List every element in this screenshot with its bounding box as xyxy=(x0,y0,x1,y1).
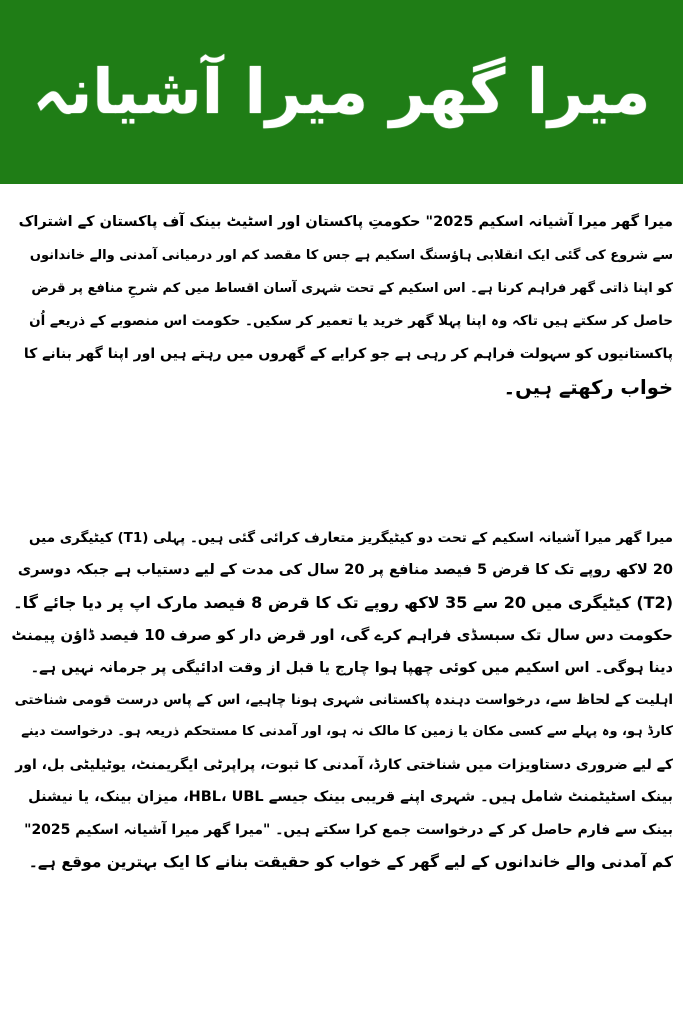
paragraph-line: حکومت دس سال تک سبسڈی فراہم کرے گی، اور قرض دار کو صرف 10 فیصد ڈاؤن پیمنٹ xyxy=(11,626,673,645)
paragraph-line: کو اپنا ذاتی گھر فراہم کرنا ہے۔ اس اسکیم کے تحت شہری آسان اقساط میں کم شرحِ منافع پر قرض xyxy=(31,281,673,296)
paragraph-intro xyxy=(10,206,673,404)
paragraph-line: پاکستانیوں کو سہولت فراہم کر رہی ہے جو کرایے کے گھروں میں رہتے ہیں اور اپنا گھر بنانے کا xyxy=(23,346,673,362)
banner-title: میرا گھر میرا آشیانہ xyxy=(32,55,651,128)
paragraph-line: میرا گھر میرا آشیانہ اسکیم کے تحت دو کیٹیگریز متعارف کرائی گئی ہیں۔ پہلی (T1) کیٹیگری میں xyxy=(29,530,673,546)
paragraph-line: خواب رکھتے ہیں۔ xyxy=(503,376,673,399)
paragraph-line: (T2) کیٹیگری میں 20 سے 35 لاکھ روپے تک کا قرض 8 فیصد مارک اپ پر دیا جائے گا۔ xyxy=(13,592,673,612)
paragraph-line: کارڈ ہو، وہ پہلے سے کسی مکان یا زمین کا مالک نہ ہو، اور آمدنی کا مستحکم ذریعہ ہو۔ درخواست دینے xyxy=(21,724,673,740)
paragraph-line: سے شروع کی گئی ایک انقلابی ہاؤسنگ اسکیم ہے جس کا مقصد کم اور درمیانی آمدنی والے خاندانوں xyxy=(29,248,673,263)
paragraph-line: کم آمدنی والے خاندانوں کے لیے گھر کے خواب کو حقیقت بنانے کا ایک بہترین موقع ہے۔ xyxy=(28,852,673,871)
paragraph-details xyxy=(10,522,673,878)
paragraph-line: اہلیت کے لحاظ سے، درخواست دہندہ پاکستانی شہری ہونا چاہیے، اس کے پاس درست قومی شناختی xyxy=(14,691,673,708)
paragraph-line: بینک سے فارم حاصل کر کے درخواست جمع کرا سکتے ہیں۔ "میرا گھر میرا آشیانہ اسکیم 2025" xyxy=(24,821,673,838)
paragraph-line: 20 لاکھ روپے تک کا قرض 5 فیصد منافع پر 20 سال کی مدت کے لیے دستیاب ہے جبکہ دوسری xyxy=(17,562,673,579)
paragraph-line: کے لیے ضروری دستاویزات میں شناختی کارڈ، آمدنی کا ثبوت، پراپرٹی ایگریمنٹ، یوٹیلیٹی بل، اور xyxy=(15,756,673,773)
title-banner xyxy=(0,0,683,184)
paragraph-line: بینک اسٹیٹمنٹ شامل ہیں۔ شہری اپنے قریبی بینک جیسے HBL، UBL، میزان بینک، یا نیشنل xyxy=(28,789,673,806)
paragraph-line: دینا ہوگی۔ اس اسکیم میں کوئی چھپا ہوا چارج یا قبل از وقت ادائیگی پر جرمانہ نہیں ہے۔ xyxy=(30,659,673,676)
paragraph-line: میرا گھر میرا آشیانہ اسکیم 2025" حکومتِ پاکستان اور اسٹیٹ بینک آف پاکستان کے اشتراک xyxy=(18,214,673,230)
paragraph-line: حاصل کر سکتے ہیں تاکہ وہ اپنا پہلا گھر خرید یا تعمیر کر سکیں۔ حکومت اس منصوبے کے ذریعے اُن xyxy=(29,313,673,329)
